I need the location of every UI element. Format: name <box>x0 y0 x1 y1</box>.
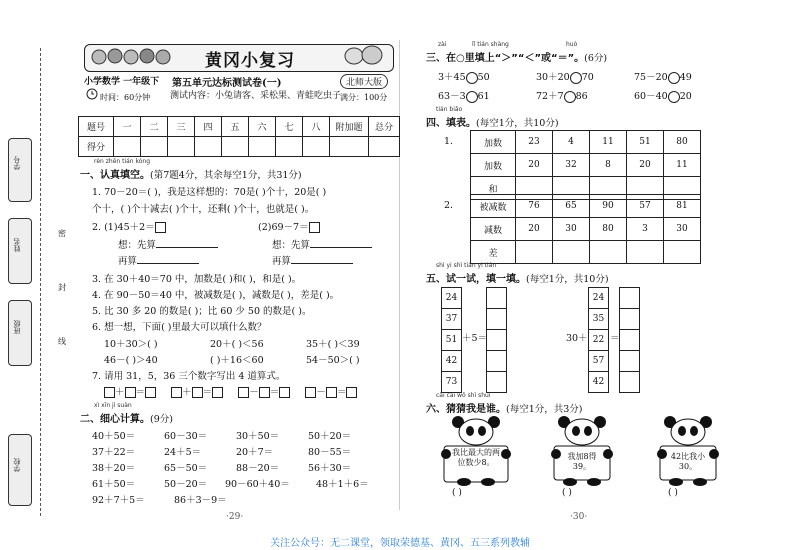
compare-left: 3＋45 <box>438 72 466 83</box>
cell: 加数 <box>471 154 516 177</box>
cell: 得分 <box>79 137 114 157</box>
answer-box[interactable] <box>155 222 166 233</box>
cell: 总分 <box>369 117 400 137</box>
compare-left: 30＋20 <box>536 72 570 83</box>
compare-item <box>536 88 588 103</box>
cell: 被减数 <box>471 195 516 218</box>
table2-number: 2. <box>444 200 454 211</box>
s2-pinyin: xì xīn jì suàn <box>94 402 132 409</box>
number-cell: 35 <box>589 309 608 330</box>
answer-cell[interactable] <box>487 330 506 351</box>
calc-item: 80－55＝ <box>308 447 352 458</box>
compare-left: 63－3 <box>438 91 466 102</box>
answer-cell[interactable] <box>620 288 639 309</box>
q6-item: 54－50＞( ) <box>306 355 360 366</box>
table-row <box>471 241 701 264</box>
q2-think-2 <box>272 237 372 251</box>
panda-1 <box>438 414 518 504</box>
name-label: 姓名 <box>13 238 21 252</box>
answer-cell[interactable] <box>620 351 639 372</box>
panda-icon <box>650 414 730 486</box>
compare-item <box>536 69 594 84</box>
q2-part1-text: 2. (1)45＋2＝ <box>92 222 155 233</box>
compare-item <box>634 69 692 84</box>
compare-circle[interactable] <box>564 91 576 103</box>
s6-pinyin: cāi cai wǒ shì shuí <box>436 392 491 399</box>
compare-left: 75－20 <box>634 72 668 83</box>
edition-badge: 北师大版 <box>340 74 388 89</box>
number-cell: 24 <box>589 288 608 309</box>
s4-heading <box>426 114 559 129</box>
equation-blank[interactable]: ＋ ＝ <box>104 387 156 398</box>
panda-3-answer[interactable]: ( ) <box>668 488 678 498</box>
compare-item <box>438 88 490 103</box>
table-row <box>471 195 701 218</box>
s5-note: (每空1分，共10分) <box>526 274 609 285</box>
equation-blank[interactable]: ＋ ＝ <box>171 387 223 398</box>
s4-pinyin: tián biǎo <box>436 106 463 113</box>
s5-pinyin: shì yi shì tián yi tián <box>436 262 497 269</box>
panda-2-clue: 我加8得39。 <box>567 452 597 471</box>
addition-table <box>470 130 701 200</box>
panda-icon <box>544 414 624 486</box>
number-cell: 24 <box>442 288 461 309</box>
compare-right: 20 <box>679 91 692 102</box>
compare-left: 60－40 <box>634 91 668 102</box>
q3: 3. 在 30＋40＝70 中，加数是( )和( )，和是( )。 <box>92 274 302 285</box>
cell: 20 <box>516 218 553 241</box>
s2-heading <box>80 410 173 425</box>
answer-cell[interactable] <box>516 241 553 264</box>
cell: 32 <box>553 154 590 177</box>
cell: 加数 <box>471 131 516 154</box>
cell: 81 <box>664 195 701 218</box>
right-answer-column[interactable] <box>619 287 640 393</box>
calc-item: 86＋3－9＝ <box>174 495 227 506</box>
score-cell[interactable] <box>369 137 400 157</box>
answer-cell[interactable] <box>487 351 506 372</box>
s3-title: 三、在○里填上“＞”“＜”或“＝”。 <box>426 53 585 64</box>
score-cell[interactable] <box>141 137 168 157</box>
s3-heading <box>426 49 607 64</box>
cell: 减数 <box>471 218 516 241</box>
cell: 30 <box>664 218 701 241</box>
compare-circle[interactable] <box>668 72 680 84</box>
answer-line[interactable] <box>137 254 199 264</box>
cut-word-feng: 封 <box>58 283 66 292</box>
right-number-column <box>588 287 609 393</box>
q6-item: ( )＋16＜60 <box>210 355 264 366</box>
cell: 二 <box>141 117 168 137</box>
cell: 4 <box>553 131 590 154</box>
score-table <box>78 116 400 157</box>
again-label: 再算 <box>118 256 138 267</box>
page-divider <box>399 40 400 510</box>
q2-again-1 <box>118 253 199 267</box>
q7-boxes <box>104 384 357 398</box>
subject-grade: 小学数学 一年级下 <box>84 77 160 87</box>
cell: 五 <box>222 117 249 137</box>
cell: 51 <box>627 131 664 154</box>
panda-3 <box>650 414 730 504</box>
balloons-illustration <box>339 45 389 69</box>
cell: 差 <box>471 241 516 264</box>
think-label: 想：先算 <box>118 240 157 251</box>
compare-right: 49 <box>679 72 692 83</box>
q2-part1 <box>92 219 166 233</box>
answer-line[interactable] <box>156 238 218 248</box>
s5-title: 五、试一试，填一填。 <box>426 274 526 285</box>
equation-blank[interactable]: － ＝ <box>305 387 357 398</box>
calc-item: 92＋7＋5＝ <box>92 495 145 506</box>
q1-line2: 个十，( )个十减去( )个十，还剩( )个十，也就是( )。 <box>92 204 315 215</box>
compare-right: 86 <box>575 91 588 102</box>
calc-item: 30＋50＝ <box>236 431 280 442</box>
calc-item: 48＋1＋6＝ <box>316 479 369 490</box>
panda-3-clue: 42比我小30。 <box>670 452 706 471</box>
right-prefix: 30＋ <box>566 333 588 344</box>
calc-item: 60－30＝ <box>164 431 208 442</box>
score-value-row <box>79 137 400 157</box>
number-cell: 73 <box>445 377 458 387</box>
cell: 11 <box>664 154 701 177</box>
answer-cell[interactable] <box>553 241 590 264</box>
score-cell[interactable] <box>303 137 330 157</box>
number-cell: 37 <box>442 309 461 330</box>
q7: 7. 请用 31，5，36 三个数字写出 4 道算式。 <box>92 371 286 382</box>
q1-line1: 1. 70－20＝( )，我是这样想的：70是( )个十，20是( ) <box>92 187 327 198</box>
s1-heading <box>80 166 302 181</box>
compare-item <box>438 69 490 84</box>
calc-item: 37＋22＝ <box>92 447 136 458</box>
cell: 附加题 <box>330 117 369 137</box>
page-number-right: ·30· <box>570 512 588 522</box>
again-label: 再算 <box>272 256 292 267</box>
student-id-label: 学号 <box>13 156 21 170</box>
left-answer-column[interactable] <box>486 287 507 393</box>
cut-line <box>40 48 41 516</box>
cell: 80 <box>590 218 627 241</box>
panda-1-answer[interactable]: ( ) <box>452 488 462 498</box>
cell: 57 <box>627 195 664 218</box>
calc-item: 56＋30＝ <box>308 463 352 474</box>
think-label: 想：先算 <box>272 240 311 251</box>
calc-item: 38＋20＝ <box>92 463 136 474</box>
cut-word-mi: 密 <box>58 229 66 238</box>
cell: 8 <box>590 154 627 177</box>
time-limit: 时间：60分钟 <box>100 93 151 102</box>
calc-item: 50＋20＝ <box>308 431 352 442</box>
s3-pinyin-b: lǐ tián shàng <box>472 41 509 48</box>
cell: 11 <box>590 131 627 154</box>
s4-note: (每空1分，共10分) <box>476 118 559 129</box>
answer-box[interactable] <box>309 222 320 233</box>
answer-cell[interactable] <box>487 309 506 330</box>
compare-circle[interactable] <box>466 72 478 84</box>
equation-blank[interactable]: － ＝ <box>238 387 290 398</box>
left-number-column <box>441 287 462 393</box>
score-cell[interactable] <box>249 137 276 157</box>
q2-part2-text: (2)69－7＝ <box>258 222 309 233</box>
answer-cell[interactable] <box>487 372 506 392</box>
banner-title: 黄冈小复习 <box>205 51 295 71</box>
s1-title: 一、认真填空。 <box>80 170 150 181</box>
cell: 3 <box>627 218 664 241</box>
q5: 5. 比 30 多 20 的数是( )；比 60 少 50 的数是( )。 <box>92 306 312 317</box>
cell: 六 <box>249 117 276 137</box>
answer-cell[interactable] <box>620 309 639 330</box>
score-cell[interactable] <box>276 137 303 157</box>
s6-heading <box>426 400 583 415</box>
calc-item: 65－50＝ <box>164 463 208 474</box>
panda-2 <box>544 414 624 504</box>
school-label: 学校 <box>13 458 21 472</box>
score-cell[interactable] <box>114 137 141 157</box>
cell: 三 <box>168 117 195 137</box>
number-cell: 42 <box>442 351 461 372</box>
compare-item <box>634 88 692 103</box>
calc-item: 90－60＋40＝ <box>225 479 290 490</box>
calc-item: 50－20＝ <box>164 479 208 490</box>
s3-note: (6分) <box>584 53 608 64</box>
compare-left: 72＋7 <box>536 91 564 102</box>
q2-part2 <box>258 219 320 233</box>
table-row <box>471 154 701 177</box>
cell: 和 <box>471 177 516 200</box>
s6-note: (每空1分，共3分) <box>506 404 583 415</box>
cell: 30 <box>553 218 590 241</box>
binding-strip <box>8 48 32 516</box>
answer-cell[interactable] <box>590 241 627 264</box>
s3-pinyin-c: huò <box>566 41 578 48</box>
cell: 七 <box>276 117 303 137</box>
answer-cell[interactable] <box>487 288 506 309</box>
cell: 80 <box>664 131 701 154</box>
student-id-box <box>8 138 32 202</box>
right-operation: ＝ <box>610 333 620 344</box>
panda-2-answer[interactable]: ( ) <box>562 488 572 498</box>
q6-item: 10＋30＞( ) <box>104 339 158 350</box>
s4-title: 四、填表。 <box>426 118 476 129</box>
s6-title: 六、猜猜我是谁。 <box>426 404 506 415</box>
q6-item: 20＋( )＜56 <box>210 339 264 350</box>
cell: 90 <box>590 195 627 218</box>
number-cell: 51 <box>442 330 461 351</box>
calc-item: 61＋50＝ <box>92 479 136 490</box>
children-illustration <box>89 45 179 69</box>
compare-right: 70 <box>581 72 594 83</box>
cell: 20 <box>627 154 664 177</box>
cell: 20 <box>516 154 553 177</box>
table1-number: 1. <box>444 136 454 147</box>
compare-circle[interactable] <box>570 72 582 84</box>
subtraction-table <box>470 194 701 264</box>
page-number-left: ·29· <box>226 512 244 522</box>
class-label: 班级 <box>13 320 21 334</box>
cell: 一 <box>114 117 141 137</box>
test-content: 测试内容：小兔请客、采松果、青蛙吃虫子 <box>170 91 342 101</box>
table-row <box>471 131 701 154</box>
answer-line[interactable] <box>291 254 353 264</box>
number-cell: 22 <box>589 330 608 351</box>
exam-title: 第五单元达标测试卷(一) <box>172 78 282 89</box>
calc-item: 20＋7＝ <box>236 447 274 458</box>
panda-1-clue: 我比最大的两位数少8。 <box>452 448 500 467</box>
cell: 65 <box>553 195 590 218</box>
cell: 八 <box>303 117 330 137</box>
cut-word-xian: 线 <box>58 337 66 346</box>
answer-cell[interactable] <box>620 372 639 392</box>
q6-item: 46－( )＞40 <box>104 355 158 366</box>
footer-promo: 关注公众号：无二课堂，领取荣德基、黄冈、五三系列教辅 <box>270 538 530 549</box>
score-cell[interactable] <box>168 137 195 157</box>
q6: 6. 想一想，下面( )里最大可以填什么数？ <box>92 322 267 333</box>
left-operation: ＋5＝ <box>462 333 488 344</box>
score-cell[interactable] <box>330 137 369 157</box>
answer-cell[interactable] <box>620 330 639 351</box>
number-cell: 57 <box>589 351 608 372</box>
calc-item: 24＋5＝ <box>164 447 202 458</box>
number-cell: 42 <box>592 377 605 387</box>
s3-pinyin-a: zài <box>438 41 447 48</box>
table-row <box>471 218 701 241</box>
s5-heading <box>426 270 609 285</box>
s1-note: (第7题4分，其余每空1分，共31分) <box>150 170 302 181</box>
score-header-row <box>79 117 400 137</box>
compare-right: 50 <box>477 72 490 83</box>
cell: 四 <box>195 117 222 137</box>
score-cell[interactable] <box>222 137 249 157</box>
compare-right: 61 <box>477 91 490 102</box>
calc-item: 88－20＝ <box>236 463 280 474</box>
clock-icon <box>86 88 98 103</box>
calc-item: 40＋50＝ <box>92 431 136 442</box>
answer-cell[interactable] <box>627 241 664 264</box>
cell: 题号 <box>79 117 114 137</box>
cell: 23 <box>516 131 553 154</box>
answer-cell[interactable] <box>664 241 701 264</box>
q2-again-2 <box>272 253 353 267</box>
s2-title: 二、细心计算。 <box>80 414 150 425</box>
q6-item: 35＋( )＜39 <box>306 339 360 350</box>
full-score: 满分：100分 <box>340 93 388 102</box>
q2-think-1 <box>118 237 218 251</box>
cell: 76 <box>516 195 553 218</box>
answer-line[interactable] <box>310 238 372 248</box>
s1-pinyin: rèn zhēn tián kòng <box>94 158 151 165</box>
compare-circle[interactable] <box>668 91 680 103</box>
score-cell[interactable] <box>195 137 222 157</box>
compare-circle[interactable] <box>466 91 478 103</box>
q4: 4. 在 90－50＝40 中，被减数是( )，减数是( )，差是( )。 <box>92 290 340 301</box>
s2-note: (9分) <box>150 414 173 425</box>
